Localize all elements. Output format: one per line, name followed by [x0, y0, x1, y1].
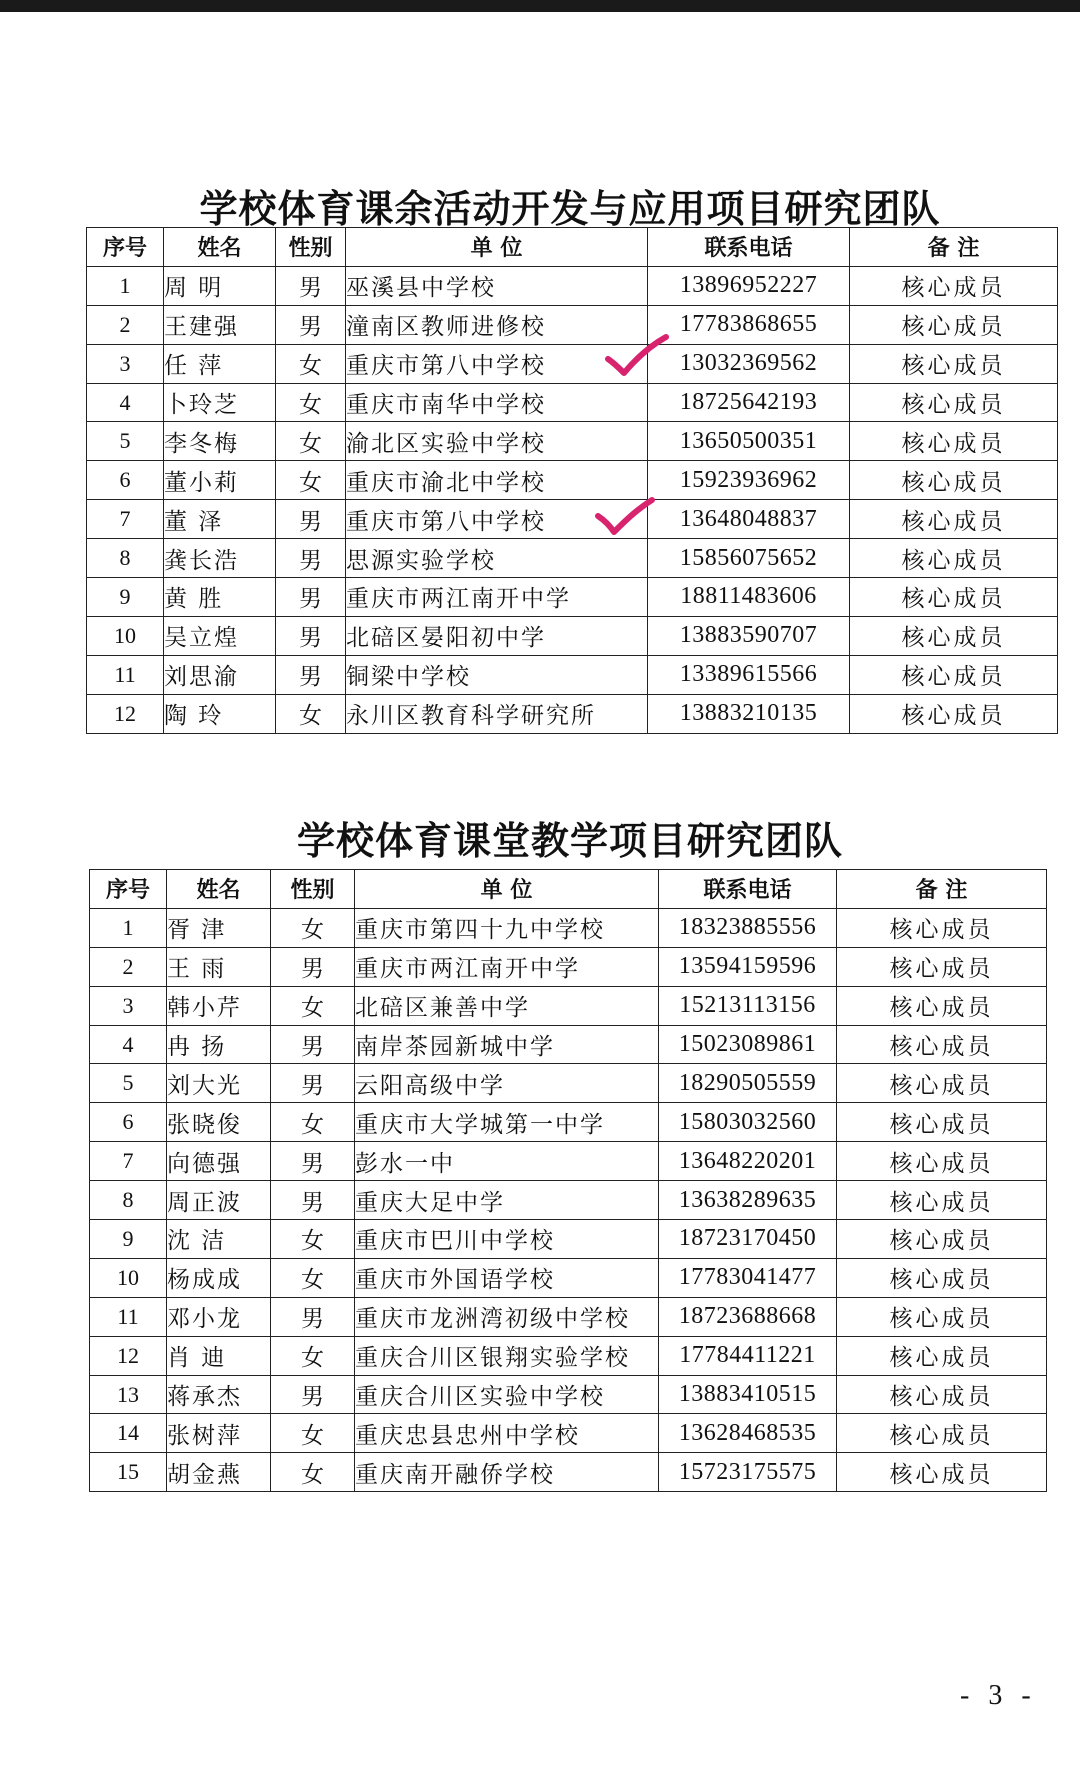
cell-no: 2: [90, 947, 167, 986]
cell-gender: 女: [271, 986, 355, 1025]
table-row: [90, 1336, 1047, 1375]
page-number: - 3 -: [960, 1680, 1037, 1711]
cell-note: 核心成员: [837, 1220, 1047, 1259]
cell-name: 刘思渝: [164, 655, 276, 694]
cell-no: 12: [90, 1336, 167, 1375]
cell-name: 周正波: [167, 1181, 271, 1220]
cell-no: 3: [90, 986, 167, 1025]
cell-unit: 重庆忠县忠州中学校: [355, 1414, 659, 1453]
cell-no: 1: [90, 908, 167, 947]
cell-unit: 重庆合川区银翔实验学校: [355, 1336, 659, 1375]
cell-name: 张树萍: [167, 1414, 271, 1453]
cell-phone: 13650500351: [648, 422, 850, 461]
cell-unit: 北碚区晏阳初中学: [346, 616, 648, 655]
cell-note: 核心成员: [850, 500, 1058, 539]
cell-gender: 男: [271, 1297, 355, 1336]
cell-name: 刘大光: [167, 1064, 271, 1103]
table-row: [90, 1297, 1047, 1336]
cell-gender: 男: [271, 1025, 355, 1064]
table-header-row: [87, 228, 1058, 267]
cell-unit: 思源实验学校: [346, 539, 648, 578]
table-row: [90, 986, 1047, 1025]
cell-note: 核心成员: [837, 1414, 1047, 1453]
cell-unit: 重庆市第四十九中学校: [355, 908, 659, 947]
cell-no: 15: [90, 1453, 167, 1492]
cell-no: 1: [87, 266, 164, 305]
cell-name: 杨成成: [167, 1258, 271, 1297]
handwritten-checkmark-icon: [604, 333, 674, 383]
table-row: [87, 422, 1058, 461]
cell-phone: 15213113156: [659, 986, 837, 1025]
cell-phone: 18323885556: [659, 908, 837, 947]
cell-phone: 13638289635: [659, 1181, 837, 1220]
cell-no: 6: [90, 1103, 167, 1142]
cell-no: 2: [87, 305, 164, 344]
section1-table: [86, 227, 1058, 734]
cell-no: 7: [90, 1142, 167, 1181]
cell-name: 任 萍: [164, 344, 276, 383]
cell-gender: 男: [271, 1142, 355, 1181]
cell-phone: 13594159596: [659, 947, 837, 986]
cell-name: 董小莉: [164, 461, 276, 500]
table-row: [87, 578, 1058, 617]
table-row: [87, 344, 1058, 383]
table-row: [87, 500, 1058, 539]
cell-name: 周 明: [164, 266, 276, 305]
table-row: [90, 1025, 1047, 1064]
cell-name: 胥 津: [167, 908, 271, 947]
cell-phone: 17784411221: [659, 1336, 837, 1375]
cell-phone: 15803032560: [659, 1103, 837, 1142]
cell-note: 核心成员: [837, 1181, 1047, 1220]
cell-gender: 男: [276, 616, 346, 655]
cell-gender: 男: [276, 578, 346, 617]
header-gender: 性别: [276, 228, 346, 267]
cell-note: 核心成员: [837, 1142, 1047, 1181]
cell-gender: 女: [271, 1103, 355, 1142]
cell-unit: 永川区教育科学研究所: [346, 694, 648, 733]
cell-name: 黄 胜: [164, 578, 276, 617]
cell-unit: 渝北区实验中学校: [346, 422, 648, 461]
cell-note: 核心成员: [837, 1025, 1047, 1064]
cell-note: 核心成员: [850, 383, 1058, 422]
cell-unit: 潼南区教师进修校: [346, 305, 648, 344]
cell-phone: 13648048837: [648, 500, 850, 539]
cell-name: 张晓俊: [167, 1103, 271, 1142]
cell-name: 卜玲芝: [164, 383, 276, 422]
cell-gender: 女: [276, 344, 346, 383]
cell-note: 核心成员: [850, 305, 1058, 344]
cell-phone: 13032369562: [648, 344, 850, 383]
cell-no: 10: [87, 616, 164, 655]
cell-name: 李冬梅: [164, 422, 276, 461]
cell-gender: 男: [271, 1181, 355, 1220]
cell-no: 5: [87, 422, 164, 461]
cell-gender: 女: [271, 1414, 355, 1453]
header-no: 序号: [87, 228, 164, 267]
header-note: 备 注: [850, 228, 1058, 267]
cell-name: 沈 洁: [167, 1220, 271, 1259]
cell-name: 向德强: [167, 1142, 271, 1181]
table-row: [87, 461, 1058, 500]
cell-phone: 13883210135: [648, 694, 850, 733]
cell-gender: 男: [276, 266, 346, 305]
header-unit: 单 位: [346, 228, 648, 267]
cell-gender: 男: [276, 305, 346, 344]
cell-no: 5: [90, 1064, 167, 1103]
cell-note: 核心成员: [850, 616, 1058, 655]
table-row: [90, 1453, 1047, 1492]
cell-note: 核心成员: [837, 1064, 1047, 1103]
table-row: [90, 1064, 1047, 1103]
handwritten-checkmark-icon: [592, 496, 662, 546]
cell-phone: 13389615566: [648, 655, 850, 694]
header-note: 备 注: [837, 870, 1047, 909]
cell-name: 韩小芹: [167, 986, 271, 1025]
cell-note: 核心成员: [837, 1453, 1047, 1492]
cell-name: 陶 玲: [164, 694, 276, 733]
cell-phone: 18723170450: [659, 1220, 837, 1259]
cell-name: 蒋承杰: [167, 1375, 271, 1414]
cell-phone: 15023089861: [659, 1025, 837, 1064]
cell-name: 王建强: [164, 305, 276, 344]
cell-gender: 女: [276, 383, 346, 422]
cell-gender: 女: [271, 1220, 355, 1259]
cell-unit: 南岸茶园新城中学: [355, 1025, 659, 1064]
header-unit: 单 位: [355, 870, 659, 909]
cell-no: 13: [90, 1375, 167, 1414]
cell-phone: 15723175575: [659, 1453, 837, 1492]
cell-no: 14: [90, 1414, 167, 1453]
cell-phone: 18811483606: [648, 578, 850, 617]
table-row: [87, 305, 1058, 344]
cell-gender: 女: [276, 461, 346, 500]
table-row: [87, 655, 1058, 694]
cell-no: 12: [87, 694, 164, 733]
cell-note: 核心成员: [850, 578, 1058, 617]
cell-gender: 男: [271, 1375, 355, 1414]
table-row: [87, 383, 1058, 422]
cell-note: 核心成员: [850, 461, 1058, 500]
header-name: 姓名: [167, 870, 271, 909]
cell-note: 核心成员: [837, 986, 1047, 1025]
cell-unit: 重庆南开融侨学校: [355, 1453, 659, 1492]
table-row: [90, 1414, 1047, 1453]
cell-note: 核心成员: [837, 908, 1047, 947]
cell-phone: 15923936962: [648, 461, 850, 500]
table-row: [87, 616, 1058, 655]
cell-name: 冉 扬: [167, 1025, 271, 1064]
cell-note: 核心成员: [850, 655, 1058, 694]
cell-no: 3: [87, 344, 164, 383]
header-gender: 性别: [271, 870, 355, 909]
table-row: [90, 1181, 1047, 1220]
cell-note: 核心成员: [850, 266, 1058, 305]
header-name: 姓名: [164, 228, 276, 267]
table-row: [90, 1220, 1047, 1259]
cell-gender: 男: [276, 500, 346, 539]
cell-no: 6: [87, 461, 164, 500]
cell-gender: 女: [271, 908, 355, 947]
cell-name: 邓小龙: [167, 1297, 271, 1336]
cell-note: 核心成员: [850, 422, 1058, 461]
cell-note: 核心成员: [837, 1336, 1047, 1375]
cell-name: 肖 迪: [167, 1336, 271, 1375]
table-row: [90, 1258, 1047, 1297]
cell-unit: 重庆市南华中学校: [346, 383, 648, 422]
table-row: [90, 1103, 1047, 1142]
cell-gender: 女: [276, 422, 346, 461]
top-edge-bar: [0, 0, 1080, 12]
cell-unit: 重庆市龙洲湾初级中学校: [355, 1297, 659, 1336]
cell-phone: 13648220201: [659, 1142, 837, 1181]
cell-unit: 重庆市两江南开中学: [355, 947, 659, 986]
cell-unit: 重庆市两江南开中学: [346, 578, 648, 617]
cell-name: 吴立煌: [164, 616, 276, 655]
table-row: [87, 266, 1058, 305]
cell-phone: 18290505559: [659, 1064, 837, 1103]
cell-unit: 重庆合川区实验中学校: [355, 1375, 659, 1414]
cell-phone: 17783868655: [648, 305, 850, 344]
cell-unit: 铜梁中学校: [346, 655, 648, 694]
cell-phone: 13883410515: [659, 1375, 837, 1414]
cell-note: 核心成员: [850, 539, 1058, 578]
cell-no: 9: [90, 1220, 167, 1259]
cell-unit: 重庆市第八中学校: [346, 344, 648, 383]
cell-gender: 女: [276, 694, 346, 733]
section2-title: 学校体育课堂教学项目研究团队: [296, 819, 843, 863]
cell-no: 4: [90, 1025, 167, 1064]
cell-no: 7: [87, 500, 164, 539]
header-phone: 联系电话: [659, 870, 837, 909]
cell-unit: 云阳高级中学: [355, 1064, 659, 1103]
table-row: [87, 539, 1058, 578]
table-row: [90, 1142, 1047, 1181]
table-row: [90, 947, 1047, 986]
cell-no: 11: [90, 1297, 167, 1336]
cell-name: 董 泽: [164, 500, 276, 539]
cell-phone: 15856075652: [648, 539, 850, 578]
cell-unit: 重庆市大学城第一中学: [355, 1103, 659, 1142]
cell-gender: 女: [271, 1336, 355, 1375]
cell-note: 核心成员: [850, 694, 1058, 733]
cell-unit: 重庆市巴川中学校: [355, 1220, 659, 1259]
cell-no: 8: [90, 1181, 167, 1220]
cell-no: 8: [87, 539, 164, 578]
cell-gender: 男: [276, 539, 346, 578]
cell-gender: 女: [271, 1453, 355, 1492]
cell-gender: 女: [271, 1258, 355, 1297]
section1-title: 学校体育课余活动开发与应用项目研究团队: [199, 187, 941, 231]
cell-phone: 18723688668: [659, 1297, 837, 1336]
cell-phone: 13628468535: [659, 1414, 837, 1453]
cell-unit: 北碚区兼善中学: [355, 986, 659, 1025]
cell-note: 核心成员: [837, 947, 1047, 986]
table-header-row: [90, 870, 1047, 909]
cell-unit: 巫溪县中学校: [346, 266, 648, 305]
cell-name: 龚长浩: [164, 539, 276, 578]
header-phone: 联系电话: [648, 228, 850, 267]
cell-phone: 13896952227: [648, 266, 850, 305]
cell-name: 王 雨: [167, 947, 271, 986]
table-row: [90, 1375, 1047, 1414]
cell-unit: 重庆市渝北中学校: [346, 461, 648, 500]
section2-table: [89, 869, 1047, 1492]
cell-phone: 13883590707: [648, 616, 850, 655]
cell-unit: 重庆大足中学: [355, 1181, 659, 1220]
cell-unit: 重庆市第八中学校: [346, 500, 648, 539]
header-no: 序号: [90, 870, 167, 909]
table-row: [90, 908, 1047, 947]
cell-no: 11: [87, 655, 164, 694]
cell-note: 核心成员: [837, 1258, 1047, 1297]
cell-note: 核心成员: [850, 344, 1058, 383]
cell-gender: 男: [271, 947, 355, 986]
cell-no: 4: [87, 383, 164, 422]
cell-note: 核心成员: [837, 1103, 1047, 1142]
cell-no: 10: [90, 1258, 167, 1297]
cell-note: 核心成员: [837, 1297, 1047, 1336]
cell-gender: 男: [276, 655, 346, 694]
cell-name: 胡金燕: [167, 1453, 271, 1492]
cell-note: 核心成员: [837, 1375, 1047, 1414]
cell-unit: 彭水一中: [355, 1142, 659, 1181]
cell-gender: 男: [271, 1064, 355, 1103]
cell-phone: 17783041477: [659, 1258, 837, 1297]
cell-no: 9: [87, 578, 164, 617]
cell-unit: 重庆市外国语学校: [355, 1258, 659, 1297]
table-row: [87, 694, 1058, 733]
cell-phone: 18725642193: [648, 383, 850, 422]
